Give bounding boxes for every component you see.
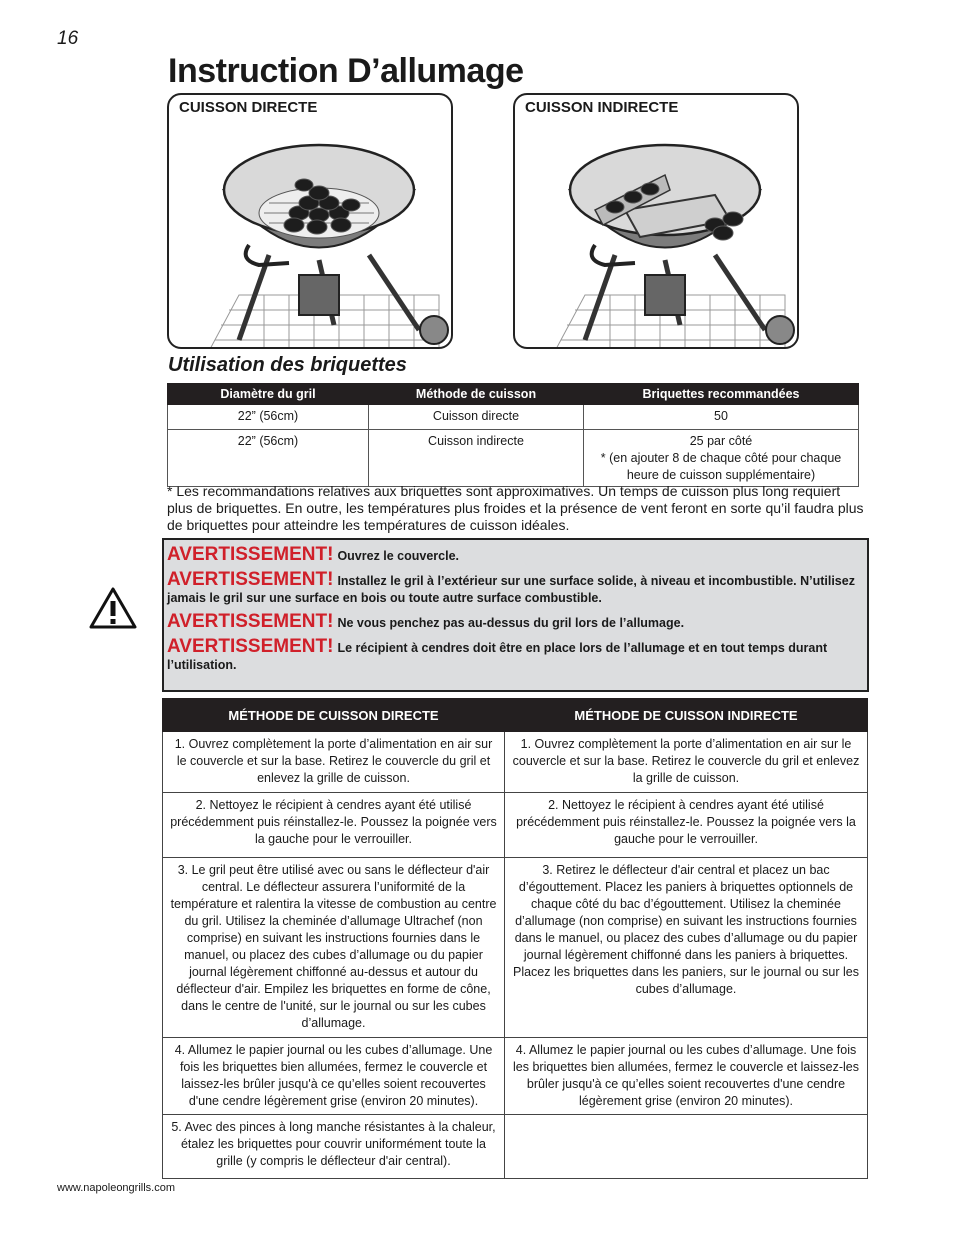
warning-label: AVERTISSEMENT! — [167, 611, 334, 632]
table-row — [168, 405, 859, 430]
warning-item — [167, 571, 867, 607]
warning-text: Ne vous penchez pas au-dessus du gril lors de l’allumage. — [337, 616, 685, 630]
warning-triangle-icon — [88, 586, 138, 630]
table-row — [163, 1115, 868, 1179]
warning-item — [167, 546, 867, 565]
warning-text: Ouvrez le couvercle. — [337, 549, 460, 563]
step-direct: 4. Allumez le papier journal ou les cubes d’allumage. Une fois les briquettes bien allumées, fermez le couvercle et laissez-les brûler jusqu'à ce qu’elles soient recouvertes d'une cendre légèrement grise (environ 20 minutes). — [163, 1038, 505, 1115]
method-table-header — [163, 699, 868, 732]
briquettes-count: 25 par côté — [689, 434, 753, 448]
warning-label: AVERTISSEMENT! — [167, 569, 334, 590]
indirect-cooking-label: CUISSON INDIRECTE — [525, 99, 679, 116]
header-briquettes: Briquettes recommandées — [584, 384, 859, 405]
step-indirect: 1. Ouvrez complètement la porte d’alimentation en air sur le couvercle et sur la base. Retirez le couvercle du gril et enlevez la grille de cuisson. — [505, 732, 868, 793]
page-number: 16 — [57, 28, 79, 49]
table-row — [163, 1038, 868, 1115]
briquettes-section-title: Utilisation des briquettes — [168, 354, 407, 376]
briquettes-footnote: * (en ajouter 8 de chaque côté pour chaque heure de cuisson supplémentaire) — [600, 451, 842, 482]
warning-label: AVERTISSEMENT! — [167, 544, 334, 565]
header-indirect-method: MÉTHODE DE CUISSON INDIRECTE — [505, 699, 868, 732]
indirect-grill-drawing — [515, 95, 799, 349]
step-indirect — [505, 1115, 868, 1179]
briquettes-table — [167, 383, 859, 487]
header-method: Méthode de cuisson — [369, 384, 584, 405]
cell-diameter: 22” (56cm) — [168, 405, 369, 430]
step-direct: 3. Le gril peut être utilisé avec ou sans le déflecteur d'air central. Le déflecteur assurera l’uniformité de la température et ralentira la vitesse de combustion au centre du gril. Utilisez la cheminée d’allumage Ultrachef (non comprise) en suivant les instructions fournies dans le manuel, ou placez des cubes d’allumage ou du papier journal légèrement chiffonné au-dessus et autour du déflecteur d'air. Empilez les briquettes en forme de cône, dans le centre de l'unité, sur le journal ou sur les cubes d’allumage. — [163, 858, 505, 1038]
warning-text: Le récipient à cendres doit être en place lors de l’allumage et en tout temps durant l’utilisation. — [167, 641, 828, 672]
cell-briquettes: 50 — [584, 405, 859, 430]
step-indirect: 3. Retirez le déflecteur d'air central et placez un bac d’égouttement. Placez les paniers à briquettes optionnels de chaque côté du bac d’égouttement. Utilisez la cheminée d’allumage (non comprise) en suivant les instructions fournies dans le manuel, ou placez des cubes d’allumage ou du papier journal légèrement chiffonné dans les paniers à briquettes. Placez les briquettes dans les paniers, sur le journal ou sur les cubes d’allumage. — [505, 858, 868, 1038]
page-title: Instruction D’allumage — [168, 52, 524, 90]
briquettes-note: * Les recommandations relatives aux briquettes sont approximatives. Un temps de cuisson plus long requiert plus de briquettes. En outre, les températures plus froides et la présence de vent feront en sorte qu’il faudra plus de briquettes pour atteindre les températures de cuisson idéales. — [167, 483, 864, 533]
table-row — [163, 732, 868, 793]
cell-briquettes — [584, 430, 859, 487]
briquettes-table-header — [168, 384, 859, 405]
step-indirect: 4. Allumez le papier journal ou les cubes d’allumage. Une fois les briquettes bien allumées, fermez le couvercle et laissez-les brûler jusqu'à ce qu’elles soient recouvertes d'une cendre légèrement grise (environ 20 minutes). — [505, 1038, 868, 1115]
header-diameter: Diamètre du gril — [168, 384, 369, 405]
table-row — [163, 858, 868, 1038]
direct-grill-drawing — [169, 95, 453, 349]
warning-text: Installez le gril à l’extérieur sur une surface solide, à niveau et incombustible. N’utilisez jamais le gril sur une surface en bois ou toute autre surface combustible. — [167, 574, 855, 605]
warning-box — [162, 538, 869, 692]
step-direct: 1. Ouvrez complètement la porte d’alimentation en air sur le couvercle et sur la base. Retirez le couvercle du gril et enlevez la grille de cuisson. — [163, 732, 505, 793]
indirect-cooking-illustration — [513, 93, 799, 349]
step-direct: 5. Avec des pinces à long manche résistantes à la chaleur, étalez les briquettes pour couvrir uniformément toute la grille (y compris le déflecteur d'air central). — [163, 1115, 505, 1179]
warning-label: AVERTISSEMENT! — [167, 636, 334, 657]
warning-item — [167, 638, 867, 674]
table-row — [168, 430, 859, 487]
direct-cooking-label: CUISSON DIRECTE — [179, 99, 318, 116]
cell-method: Cuisson directe — [369, 405, 584, 430]
cooking-method-table — [162, 698, 868, 1179]
warning-item — [167, 613, 867, 632]
step-direct: 2. Nettoyez le récipient à cendres ayant été utilisé précédemment puis réinstallez-le. Poussez la poignée vers la gauche pour le verrouiller. — [163, 793, 505, 858]
table-row — [163, 793, 868, 858]
cell-method: Cuisson indirecte — [369, 430, 584, 487]
direct-cooking-illustration — [167, 93, 453, 349]
footer-url: www.napoleongrills.com — [57, 1182, 175, 1194]
header-direct-method: MÉTHODE DE CUISSON DIRECTE — [163, 699, 505, 732]
cell-diameter: 22” (56cm) — [168, 430, 369, 487]
step-indirect: 2. Nettoyez le récipient à cendres ayant été utilisé précédemment puis réinstallez-le. Poussez la poignée vers la gauche pour le verrouiller. — [505, 793, 868, 858]
